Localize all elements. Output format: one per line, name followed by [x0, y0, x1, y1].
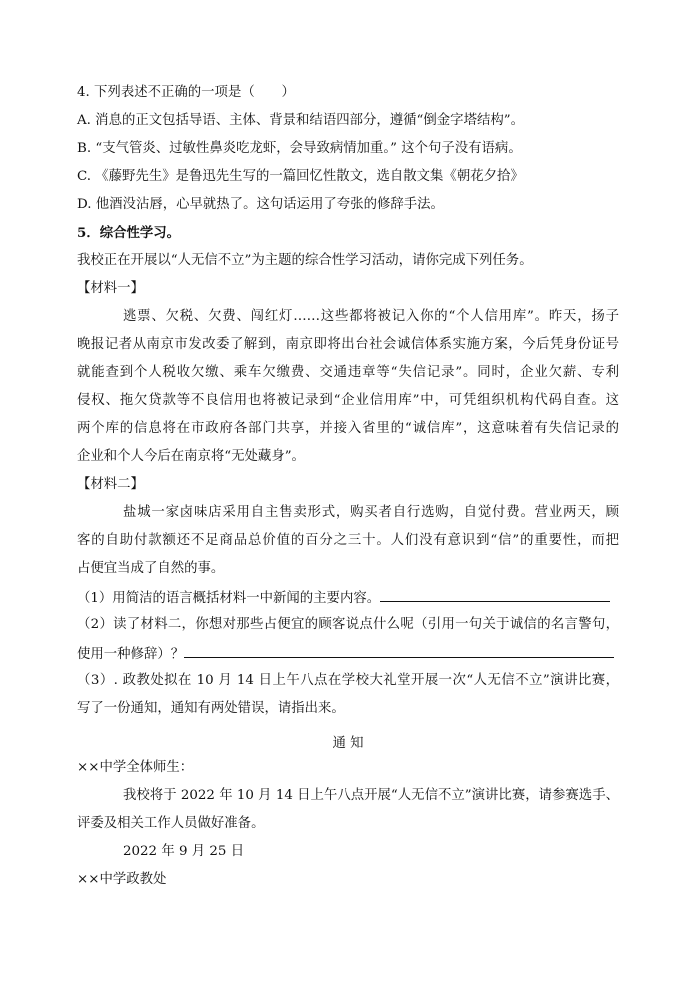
material-1-line: 企业和个人今后在南京将“无处藏身”。 — [77, 449, 305, 464]
sub-question-3-line1: （3）. 政教处拟在 10 月 14 日上午八点在学校大礼堂开展一次“人无信不立”演讲比赛， — [77, 673, 619, 688]
notice-title: 通 知 — [332, 736, 364, 751]
notice-greeting: ××中学全体师生： — [77, 760, 194, 775]
answer-blank-1[interactable] — [380, 588, 610, 602]
material-2-line: 占便宜当成了自然的事。 — [77, 561, 225, 576]
sub-question-2-line1: （2）读了材料二，你想对那些占便宜的顾客说点什么呢（引用一句关于诚信的名言警句， — [77, 617, 619, 632]
q5-title: 5．综合性学习。 — [77, 225, 181, 241]
q4-option-d: D. 他酒没沾唇，心早就热了。这句话运用了夸张的修辞手法。 — [77, 197, 444, 212]
material-1-line: 就能查到个人税收欠缴、乘车欠缴费、交通违章等“失信记录”。同时，企业欠薪、专利 — [77, 365, 619, 380]
q4-option-a: A. 消息的正文包括导语、主体、背景和结语四部分，遵循“倒金字塔结构”。 — [77, 113, 524, 128]
q4-stem: 4. 下列表述不正确的一项是（ ） — [77, 85, 295, 100]
notice-body-line: 我校将于 2022 年 10 月 14 日上午八点开展“人无信不立”演讲比赛，请参赛选手、 — [123, 788, 619, 803]
material-2-line: 客的自助付款额还不足商品总价值的百分之三十。人们没有意识到“信”的重要性，而把 — [77, 533, 619, 548]
notice-date: 2022 年 9 月 25 日 — [123, 844, 245, 859]
material-2-label: 【材料二】 — [77, 477, 144, 492]
material-1-line: 两个库的信息将在市政府各部门共享，并接入省里的“诚信库”，这意味着有失信记录的 — [77, 421, 619, 436]
material-1-line: 晚报记者从南京市发改委了解到，南京即将出台社会诚信体系实施方案，今后凭身份证号 — [77, 337, 619, 352]
material-1-line: 逃票、欠税、欠费、闯红灯……这些都将被记入你的“个人信用库”。昨天，扬子 — [123, 309, 619, 324]
answer-blank-2[interactable] — [184, 644, 614, 658]
q5-intro: 我校正在开展以“人无信不立”为主题的综合性学习活动，请你完成下列任务。 — [77, 253, 533, 268]
sub-question-2 — [77, 644, 619, 664]
q4-option-b: B. “支气管炎、过敏性鼻炎吃龙虾，会导致病情加重。” 这个句子没有语病。 — [77, 141, 522, 156]
notice-body-line: 评委及相关工作人员做好准备。 — [77, 816, 265, 831]
sub-question-3-line2: 写了一份通知，通知有两处错误，请指出来。 — [77, 701, 345, 716]
q4-option-c: C. 《藤野先生》是鲁迅先生写的一篇回忆性散文，选自散文集《朝花夕拾》 — [77, 169, 524, 184]
notice-signature: ××中学政教处 — [77, 872, 167, 887]
material-1-line: 侵权、拖欠贷款等不良信用也将被记录到“企业信用库”中，可凭组织机构代码自查。这 — [77, 393, 619, 408]
material-2-line: 盐城一家卤味店采用自主售卖形式，购买者自行选购，自觉付费。营业两天，顾 — [123, 505, 619, 520]
material-1-label: 【材料一】 — [77, 281, 144, 296]
sub-question-1 — [77, 588, 619, 608]
sub-question-2-text: 使用一种修辞）？ — [77, 647, 185, 662]
sub-question-1-text: （1）用简洁的语言概括材料一中新闻的主要内容。 — [77, 591, 381, 606]
